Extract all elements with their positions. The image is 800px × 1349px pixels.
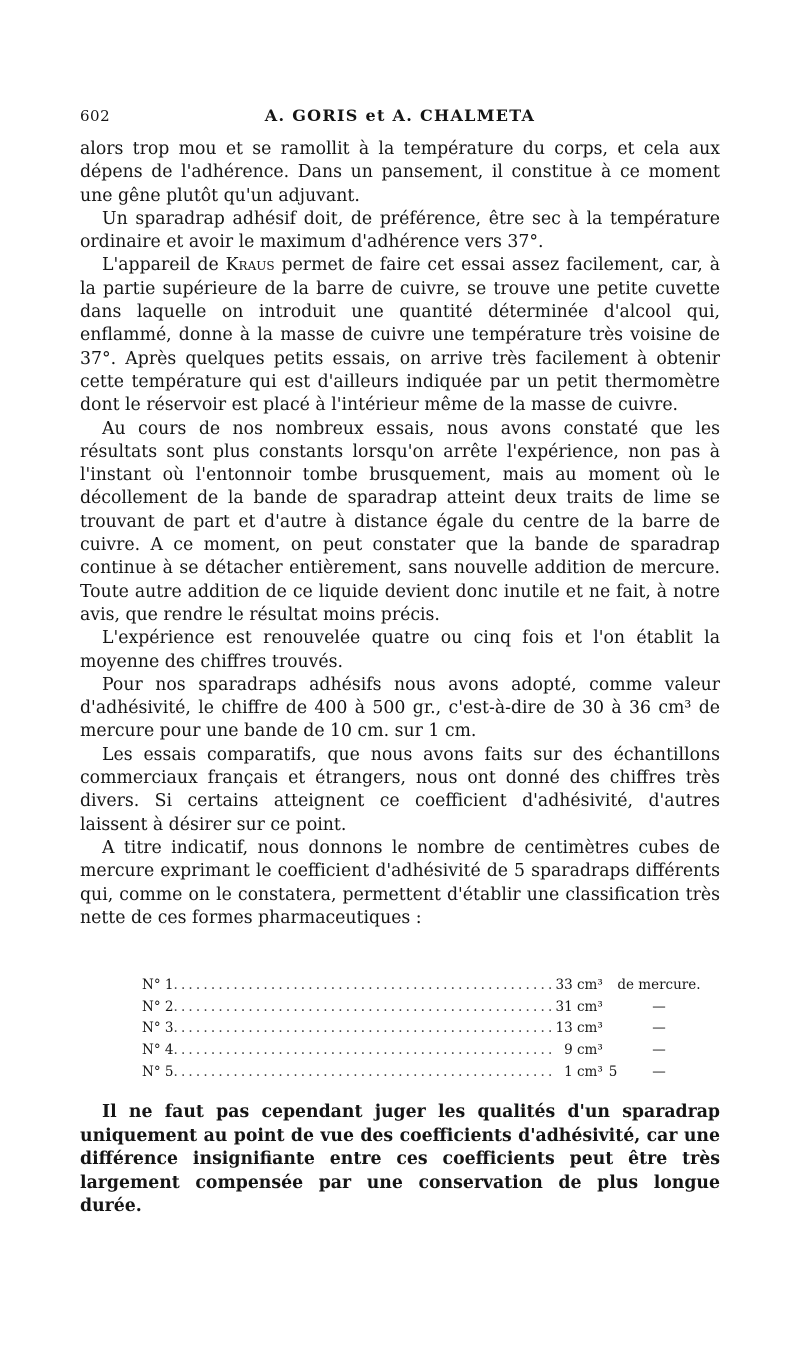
unit-label: de mercure.: [617, 976, 701, 993]
dot-leader: ...................................................: [173, 1020, 556, 1037]
volume-fraction: [609, 996, 618, 1018]
sample-number: N° 5: [142, 1063, 174, 1080]
page-header: [80, 103, 720, 129]
paragraph-3: [80, 254, 720, 417]
table-row: [142, 974, 701, 996]
volume-fraction: 5: [608, 1063, 618, 1080]
dot-leader: ...................................................: [173, 976, 556, 993]
paragraph-3-rest: permet de faire cet essai assez facilement, car, à la partie supérieure de la barre de cuivre, se trouve une petite cuvette dans laquelle on introduit une quantité déterminée d'alcool qui, enflammé, donne à la masse de cuivre une température très voisine de 37°. Après quelques petits essais, on arrive très facilement à obtenir cette température qui est d'ailleurs indiquée par un petit thermomètre dont le réservoir est placé à l'intérieur même de la masse de cuivre.: [80, 255, 720, 416]
dot-leader: ...................................................: [173, 1041, 556, 1058]
paragraph-7: Les essais comparatifs, que nous avons faits sur des échantillons commerciaux français et étrangers, nous ont donné des chiffres très divers. Si certains atteignent ce coefficient d'adhésivité, d'autres laissent à désirer sur ce point.: [80, 744, 720, 835]
mercury-volume: 31 cm³: [555, 998, 603, 1015]
body-text: [80, 138, 720, 930]
paragraph-3-start: L'appareil de: [102, 255, 226, 276]
closing-paragraph: Il ne faut pas cependant juger les qualités d'un sparadrap uniquement au point de vue des coefficients d'adhésivité, car une différence insignifiante entre ces coefficients peut être très largement compensée par une conservation de plus longue durée.: [80, 1102, 720, 1216]
paragraph-1: alors trop mou et se ramollit à la température du corps, et cela aux dépens de l'adhérence. Dans un pansement, il constitue à ce moment une gêne plutôt qu'un adjuvant.: [80, 139, 720, 206]
table-row: [142, 1039, 701, 1061]
paragraph-2: Un sparadrap adhésif doit, de préférence, être sec à la température ordinaire et avoir le maximum d'adhérence vers 37°.: [80, 208, 720, 253]
sample-number: N° 1: [142, 976, 174, 993]
unit-label: —: [652, 1063, 666, 1080]
unit-label: —: [652, 1041, 666, 1058]
unit-label: —: [652, 998, 666, 1015]
paragraph-6: Pour nos sparadraps adhésifs nous avons adopté, comme valeur d'adhésivité, le chiffre de 400 à 500 gr., c'est-à-dire de 30 à 36 cm³ de mercure pour une bande de 10 cm. sur 1 cm.: [80, 674, 720, 742]
table-row: [142, 1017, 701, 1039]
volume-fraction: [609, 1039, 618, 1061]
author-name-kraus: Kraus: [225, 255, 275, 276]
paragraph-5: L'expérience est renouvelée quatre ou cinq fois et l'on établit la moyenne des chiffres trouvés.: [80, 628, 720, 672]
table-row: [142, 1061, 701, 1083]
sample-number: N° 3: [142, 1020, 174, 1037]
volume-fraction: [609, 1017, 618, 1039]
table-row: [142, 996, 701, 1018]
mercury-volume: 1 cm³: [564, 1063, 603, 1080]
mercury-volume: 33 cm³: [555, 976, 603, 993]
dot-leader: ...................................................: [173, 998, 556, 1015]
unit-label: —: [652, 1020, 666, 1037]
mercury-volume: 13 cm³: [555, 1020, 603, 1037]
page-number: 602: [80, 107, 111, 125]
sample-number: N° 4: [142, 1041, 174, 1058]
closing-text: [80, 1101, 720, 1219]
dot-leader: ...................................................: [173, 1063, 556, 1080]
paragraph-4: Au cours de nos nombreux essais, nous avons constaté que les résultats sont plus constants lorsqu'on arrête l'expérience, non pas à l'instant où l'entonnoir tombe brusquement, mais au moment où le décollement de la bande de sparadrap atteint deux traits de lime se trouvant de part et d'autre à distance égale du centre de la barre de cuivre. A ce moment, on peut constater que la bande de sparadrap continue à se détacher entièrement, sans nouvelle addition de mercure. Toute autre addition de ce liquide devient donc inutile et ne fait, à notre avis, que rendre le résultat moins précis.: [80, 418, 720, 625]
sample-number: N° 2: [142, 998, 174, 1015]
volume-fraction: [609, 974, 618, 996]
adhesivity-table: [142, 974, 701, 1082]
running-title: A. GORIS et A. CHALMETA: [264, 106, 536, 125]
mercury-volume: 9 cm³: [564, 1041, 603, 1058]
paragraph-8: A titre indicatif, nous donnons le nombre de centimètres cubes de mercure exprimant le coefficient d'adhésivité de 5 sparadraps différents qui, comme on le constatera, permettent d'établir une classification très nette de ces formes pharmaceutiques :: [80, 837, 720, 928]
